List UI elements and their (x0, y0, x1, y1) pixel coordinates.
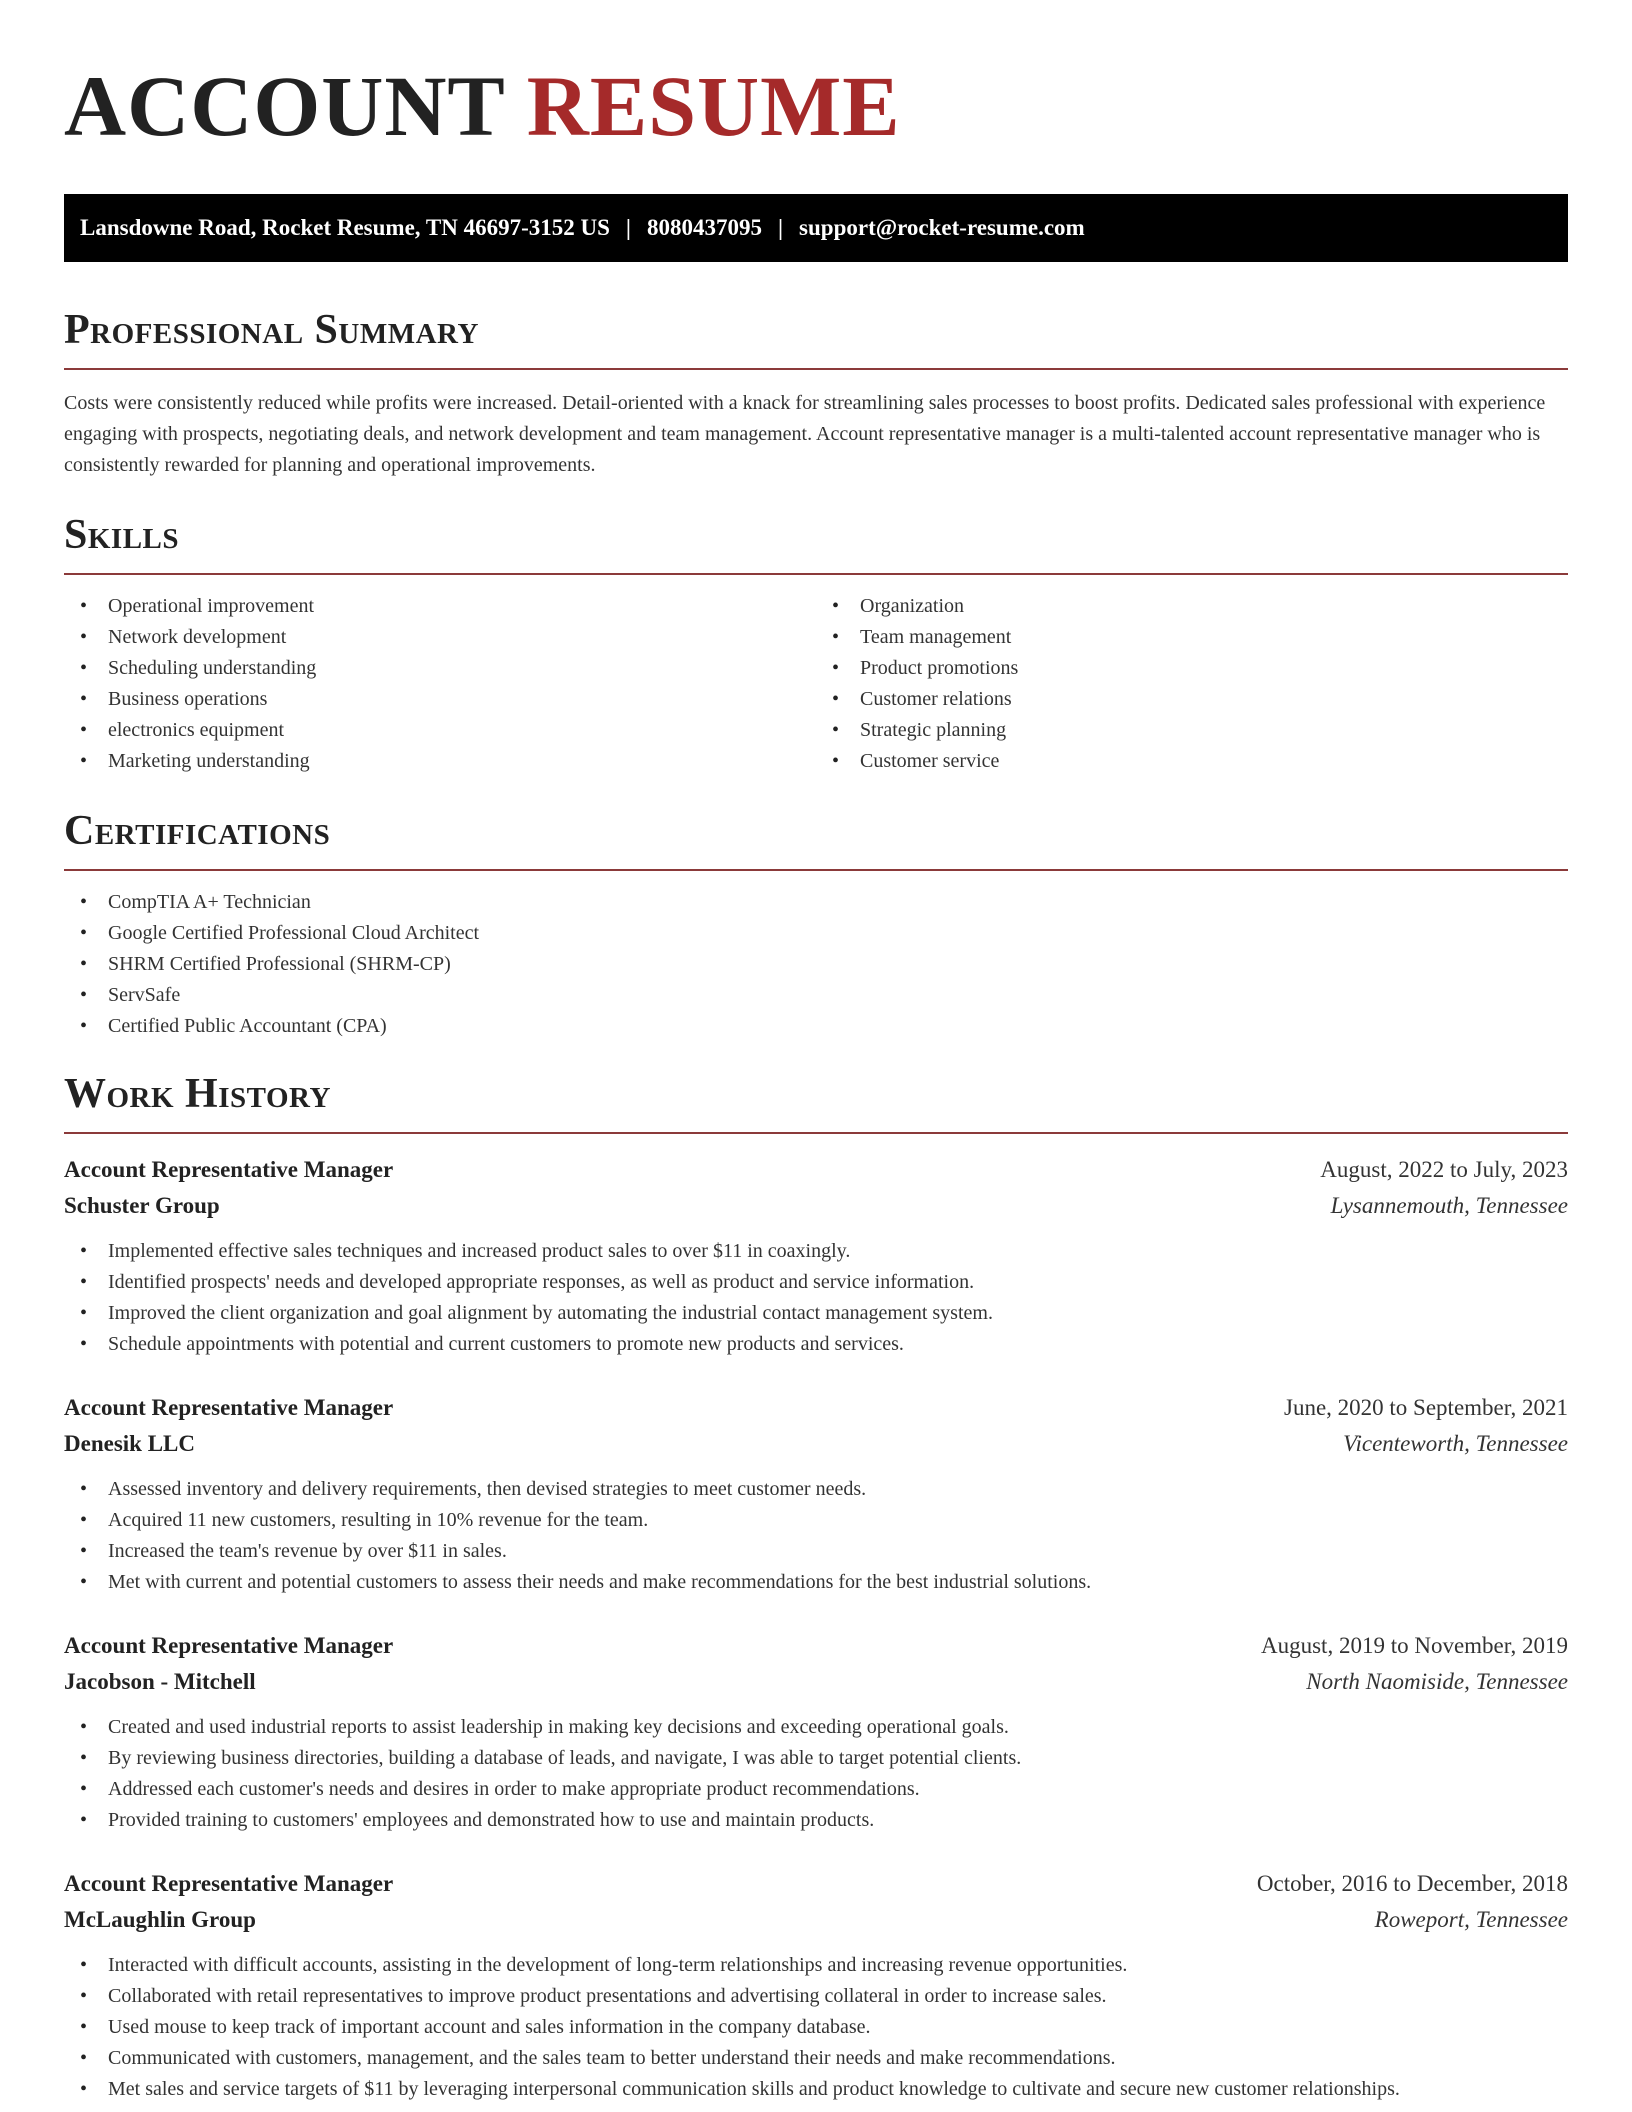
job-duty-item: • Collaborated with retail representatives to improve product presentations and advertising collateral in order to increase sales. (64, 1981, 1568, 2012)
skill-item: • Team management (816, 622, 1568, 653)
skill-item: • Customer service (816, 746, 1568, 777)
job-duties-list (64, 1236, 1568, 1360)
job-duty-item: • Met with current and potential customers to assess their needs and make recommendations for the best industrial solutions. (64, 1567, 1568, 1598)
job-duty-item: • Communicated with customers, management, and the sales team to better understand their needs and make recommendations. (64, 2043, 1568, 2074)
job-header-row (64, 1866, 1568, 1902)
job-company: Jacobson - Mitchell (64, 1669, 256, 1694)
skills-heading: Skills (64, 512, 180, 558)
job-dates: August, 2022 to July, 2023 (1320, 1157, 1568, 1182)
skill-item: • Strategic planning (816, 715, 1568, 746)
skill-item: • electronics equipment (64, 715, 816, 746)
job-header-row (64, 1628, 1568, 1664)
skill-item: • Marketing understanding (64, 746, 816, 777)
skills-section (64, 511, 1568, 777)
skills-left-list (64, 591, 816, 777)
contact-address: Lansdowne Road, Rocket Resume, TN 46697-3152 US (80, 215, 610, 240)
contact-bar (64, 194, 1568, 262)
certification-item: • CompTIA A+ Technician (64, 887, 1568, 918)
skills-columns (64, 591, 1568, 777)
skill-item: • Product promotions (816, 653, 1568, 684)
job-duty-item: • Implemented effective sales techniques and increased product sales to over $11 in coaxingly. (64, 1236, 1568, 1267)
skill-item: • Scheduling understanding (64, 653, 816, 684)
certifications-section (64, 807, 1568, 1042)
skill-item: • Network development (64, 622, 816, 653)
job-location: Vicenteworth, Tennessee (1343, 1431, 1568, 1456)
work-history-section (64, 1070, 1568, 2105)
job-dates: June, 2020 to September, 2021 (1284, 1395, 1568, 1420)
job-company-row (64, 1188, 1568, 1224)
job-duties-list (64, 1950, 1568, 2105)
job-duty-item: • Acquired 11 new customers, resulting in 10% revenue for the team. (64, 1505, 1568, 1536)
job-location: Roweport, Tennessee (1374, 1907, 1568, 1932)
certification-item: • SHRM Certified Professional (SHRM-CP) (64, 949, 1568, 980)
certification-item: • ServSafe (64, 980, 1568, 1011)
section-divider (64, 1132, 1568, 1134)
section-divider (64, 368, 1568, 370)
certification-item: • Google Certified Professional Cloud Architect (64, 918, 1568, 949)
summary-heading: Professional Summary (64, 307, 479, 353)
job-location: Lysannemouth, Tennessee (1330, 1193, 1568, 1218)
skill-item: • Customer relations (816, 684, 1568, 715)
job-duty-item: • By reviewing business directories, building a database of leads, and navigate, I was able to target potential clients. (64, 1743, 1568, 1774)
job-duties-list (64, 1474, 1568, 1598)
job-title: Account Representative Manager (64, 1871, 394, 1896)
job-company-row (64, 1664, 1568, 1700)
job-duty-item: • Used mouse to keep track of important account and sales information in the company database. (64, 2012, 1568, 2043)
job-duty-item: • Created and used industrial reports to assist leadership in making key decisions and exceeding operational goals. (64, 1712, 1568, 1743)
job-duty-item: • Improved the client organization and goal alignment by automating the industrial contact management system. (64, 1298, 1568, 1329)
job-duty-item: • Addressed each customer's needs and desires in order to make appropriate product recommendations. (64, 1774, 1568, 1805)
job-dates: October, 2016 to December, 2018 (1256, 1871, 1568, 1896)
job-duty-item: • Assessed inventory and delivery requirements, then devised strategies to meet customer needs. (64, 1474, 1568, 1505)
job-company-row (64, 1426, 1568, 1462)
job-company: Schuster Group (64, 1193, 220, 1218)
certification-item: • Certified Public Accountant (CPA) (64, 1011, 1568, 1042)
job-entry (64, 1152, 1568, 1360)
job-title: Account Representative Manager (64, 1157, 394, 1182)
title-first-word: ACCOUNT (64, 58, 505, 154)
skill-item: • Operational improvement (64, 591, 816, 622)
skills-right-list (816, 591, 1568, 777)
contact-separator: | (777, 215, 784, 240)
resume-title (64, 0, 1568, 156)
job-dates: August, 2019 to November, 2019 (1261, 1633, 1568, 1658)
job-entry (64, 1390, 1568, 1598)
work-history-heading: Work History (64, 1071, 331, 1117)
certifications-list (64, 887, 1568, 1042)
job-entry (64, 1628, 1568, 1836)
job-duty-item: • Provided training to customers' employees and demonstrated how to use and maintain products. (64, 1805, 1568, 1836)
job-title: Account Representative Manager (64, 1633, 394, 1658)
job-header-row (64, 1390, 1568, 1426)
section-divider (64, 573, 1568, 575)
job-duty-item: • Schedule appointments with potential and current customers to promote new products and services. (64, 1329, 1568, 1360)
job-duty-item: • Met sales and service targets of $11 by leveraging interpersonal communication skills and product knowledge to cultivate and secure new customer relationships. (64, 2074, 1568, 2105)
job-header-row (64, 1152, 1568, 1188)
job-entry (64, 1866, 1568, 2105)
job-company: McLaughlin Group (64, 1907, 256, 1932)
skill-item: • Organization (816, 591, 1568, 622)
section-divider (64, 869, 1568, 871)
title-second-word: RESUME (526, 58, 901, 154)
job-company: Denesik LLC (64, 1431, 195, 1456)
job-duty-item: • Increased the team's revenue by over $11 in sales. (64, 1536, 1568, 1567)
certifications-heading: Certifications (64, 808, 331, 854)
contact-phone: 8080437095 (646, 215, 762, 240)
job-company-row (64, 1902, 1568, 1938)
contact-email: support@rocket-resume.com (799, 215, 1085, 240)
contact-separator: | (625, 215, 631, 240)
job-location: North Naomiside, Tennessee (1306, 1669, 1568, 1694)
summary-section (64, 306, 1568, 481)
summary-text: Costs were consistently reduced while profits were increased. Detail-oriented with a knack for streamlining sales processes to boost profits. Dedicated sales professional with experience engaging with prospects, negotiating deals, and network development and team management. Account representative manager is a multi-talented account representative manager who is consistently rewarded for planning and operational improvements. (64, 392, 1546, 476)
job-title: Account Representative Manager (64, 1395, 394, 1420)
job-duties-list (64, 1712, 1568, 1836)
skill-item: • Business operations (64, 684, 816, 715)
job-duty-item: • Identified prospects' needs and developed appropriate responses, as well as product and service information. (64, 1267, 1568, 1298)
job-duty-item: • Interacted with difficult accounts, assisting in the development of long-term relationships and increasing revenue opportunities. (64, 1950, 1568, 1981)
